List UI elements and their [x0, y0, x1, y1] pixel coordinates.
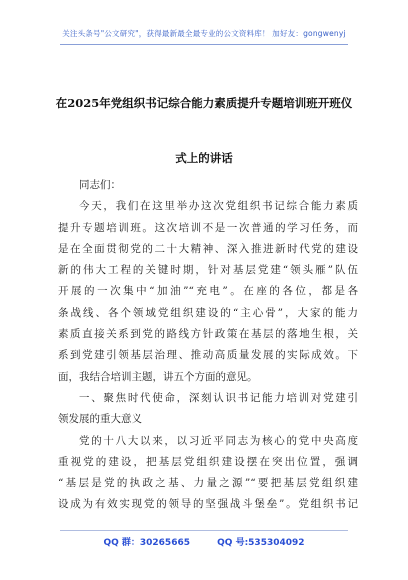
body-line: 面，我结合培训主题，讲五个方面的意见。 [58, 370, 258, 383]
body-line: 新的伟大工程的关键时期，针对基层党建“领头雁”队伍 [58, 264, 358, 277]
document-title-line-2: 式上的讲话 [175, 151, 233, 165]
body-line: “基层是党的执政之基、力量之源”“要把基层党组织建 [58, 477, 358, 490]
body-line: 素质直接关系到党的路线方针政策在基层的落地生根，关 [58, 328, 358, 341]
document-title-line-1: 在2025年党组织书记综合能力素质提升专题培训班开班仪 [55, 96, 353, 110]
footer-qq-number: QQ 号:535304092 [217, 538, 305, 548]
body-line: 今天，我们在这里举办这次党组织书记综合能力素质 [79, 200, 358, 213]
document-body [58, 175, 358, 516]
body-line: 开展的一次集中“加油”“充电”。在座的各位，都是各 [58, 285, 358, 298]
body-line: 条战线、各个领域党组织建设的“主心骨”，大家的能力 [58, 306, 358, 319]
body-line: 是在全面贯彻党的二十大精神、深入推进新时代党的建设 [58, 242, 358, 255]
body-line: 设成为有效实现党的领导的坚强战斗堡垒”。党组织书记 [58, 498, 358, 511]
body-line: 领发展的重大意义 [58, 413, 142, 426]
body-line: 一、聚焦时代使命，深刻认识书记能力培训对党建引 [79, 391, 358, 404]
body-line: 系到党建引领基层治理、推动高质量发展的实际成效。下 [58, 349, 358, 362]
footer-qq-group: QQ 群：30265665 [103, 538, 190, 548]
body-line: 提升专题培训班。这次培训不是一次普通的学习任务，而 [58, 221, 358, 234]
header-note: 关注头条号"公文研究"，获得最新最全最专业的公文资料库！ 加好友：gongwenyj [62, 29, 346, 38]
footer-divider [60, 530, 348, 531]
body-line: 党的十八大以来，以习近平同志为核心的党中央高度 [79, 434, 358, 447]
body-line: 同志们： [79, 179, 121, 191]
header-divider [60, 44, 348, 45]
body-line: 重视党的建设，把基层党组织建设摆在突出位置，强调 [58, 455, 358, 468]
footer [0, 535, 408, 548]
